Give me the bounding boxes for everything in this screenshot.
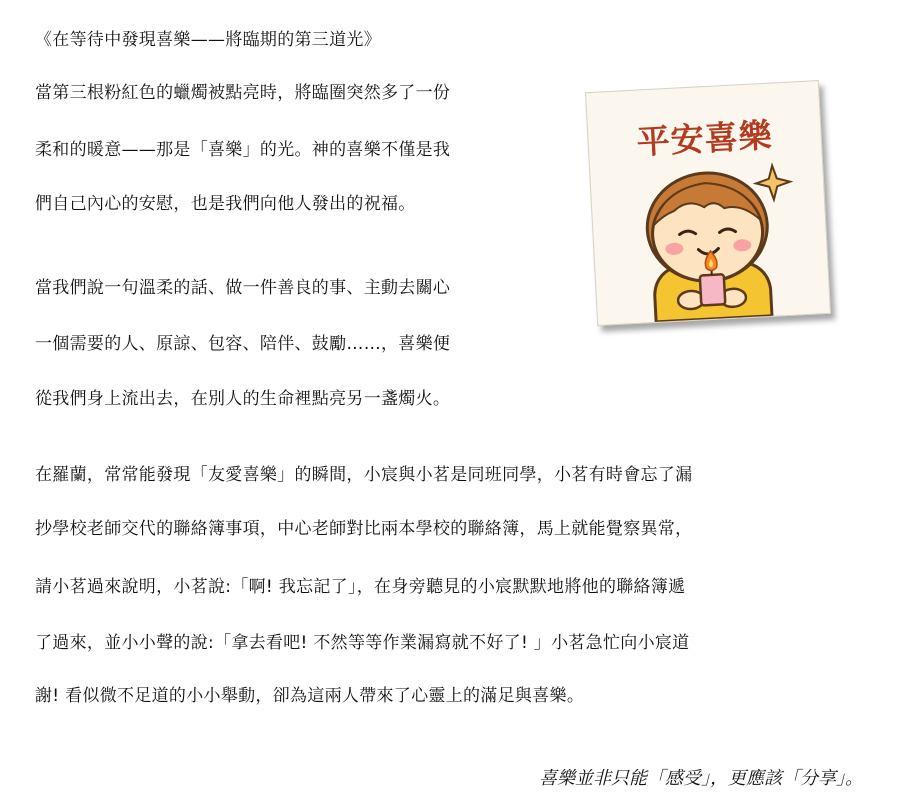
paragraph-line: 當第三根粉紅色的蠟燭被點亮時，將臨圈突然多了一份: [35, 83, 451, 103]
sticker-title: 平安喜樂: [635, 115, 774, 162]
paragraph-line: 柔和的暖意——那是「喜樂」的光。神的喜樂不僅是我: [35, 140, 451, 160]
paragraph-line: 請小茗過來說明，小茗說:「啊! 我忘記了」，在身旁聽見的小宸默默地將他的聯絡簿遞: [35, 577, 686, 597]
closing-quote: 喜樂並非只能「感受」，更應該「分享」。: [539, 768, 863, 789]
paragraph-line: 當我們說一句溫柔的話、做一件善良的事、主動去關心: [35, 278, 451, 298]
paragraph-line: 們自己內心的安慰，也是我們向他人發出的祝福。: [35, 194, 416, 214]
paragraph-line: 了過來，並小小聲的說:「拿去看吧! 不然等等作業漏寫就不好了! 」小茗急忙向小宸道: [35, 633, 690, 653]
paragraph-line: 在羅蘭，常常能發現「友愛喜樂」的瞬間，小宸與小茗是同班同學，小茗有時會忘了漏: [35, 465, 693, 485]
paragraph-line: 抄學校老師交代的聯絡簿事項，中心老師對比兩本學校的聯絡簿，馬上就能覺察異常，: [35, 519, 693, 539]
paragraph-line: 從我們身上流出去，在別人的生命裡點亮另一盞燭火。: [35, 389, 451, 409]
paragraph-line: 謝! 看似微不足道的小小舉動，卻為這兩人帶來了心靈上的滿足與喜樂。: [35, 686, 585, 706]
sparkle-icon: [755, 165, 791, 201]
child-holding-candle-icon: [586, 81, 830, 325]
article-title: 《在等待中發現喜樂——將臨期的第三道光》: [35, 30, 381, 50]
paragraph-line: 一個需要的人、原諒、包容、陪伴、鼓勵……，喜樂便: [35, 334, 451, 354]
sticker-card: [585, 80, 831, 326]
candle: [700, 274, 726, 305]
